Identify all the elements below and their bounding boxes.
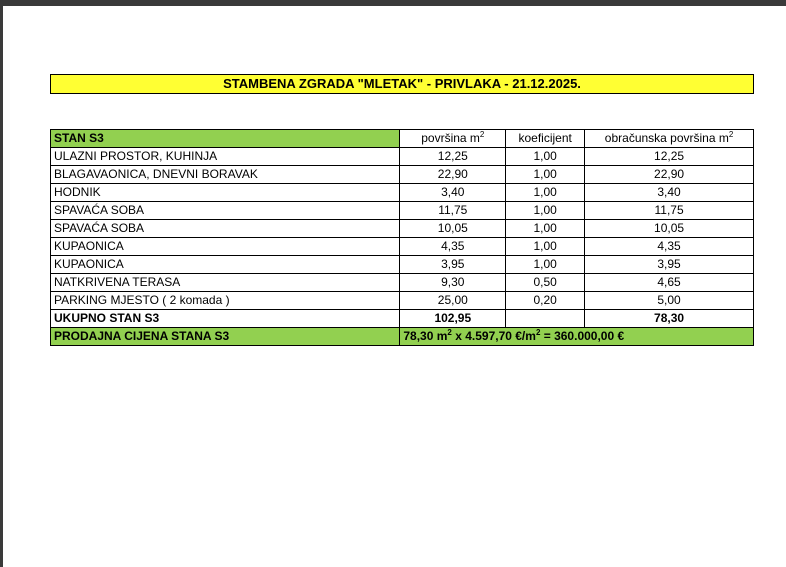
room-coefficient: 0,20 xyxy=(506,292,585,310)
room-coefficient: 1,00 xyxy=(506,148,585,166)
room-area: 3,95 xyxy=(400,256,506,274)
room-coefficient: 0,50 xyxy=(506,274,585,292)
room-coefficient: 1,00 xyxy=(506,166,585,184)
room-name: PARKING MJESTO ( 2 komada ) xyxy=(51,292,400,310)
price-row xyxy=(51,328,754,346)
room-calculated-area: 4,65 xyxy=(585,274,754,292)
room-area: 12,25 xyxy=(400,148,506,166)
total-calculated-area: 78,30 xyxy=(585,310,754,328)
room-name: NATKRIVENA TERASA xyxy=(51,274,400,292)
room-area: 4,35 xyxy=(400,238,506,256)
apartment-area-table xyxy=(50,129,754,346)
total-coefficient xyxy=(506,310,585,328)
room-coefficient: 1,00 xyxy=(506,238,585,256)
document-title: STAMBENA ZGRADA "MLETAK" - PRIVLAKA - 21.12.2025. xyxy=(50,74,754,94)
header-area: površina $m^2$ xyxy=(400,130,506,148)
header-calculated-area: obračunska površina $m^2$ xyxy=(585,130,754,148)
header-apartment-name: STAN S3 xyxy=(51,130,400,148)
room-name: HODNIK xyxy=(51,184,400,202)
room-name: BLAGAVAONICA, DNEVNI BORAVAK xyxy=(51,166,400,184)
room-coefficient: 1,00 xyxy=(506,220,585,238)
total-area: 102,95 xyxy=(400,310,506,328)
room-calculated-area: 10,05 xyxy=(585,220,754,238)
table-row xyxy=(51,184,754,202)
room-area: 9,30 xyxy=(400,274,506,292)
room-area: 10,05 xyxy=(400,220,506,238)
table-row xyxy=(51,256,754,274)
room-name: ULAZNI PROSTOR, KUHINJA xyxy=(51,148,400,166)
room-calculated-area: 4,35 xyxy=(585,238,754,256)
table-row xyxy=(51,166,754,184)
header-coefficient: koeficijent xyxy=(506,130,585,148)
table-row xyxy=(51,220,754,238)
room-area: 3,40 xyxy=(400,184,506,202)
price-formula: 78,30 $m^2$ x 4.597,70 $€/m^2 = 360.000,00$ € xyxy=(400,328,754,346)
room-calculated-area: 12,25 xyxy=(585,148,754,166)
total-row xyxy=(51,310,754,328)
room-calculated-area: 3,40 xyxy=(585,184,754,202)
room-name: KUPAONICA xyxy=(51,256,400,274)
room-area: 22,90 xyxy=(400,166,506,184)
room-area: 25,00 xyxy=(400,292,506,310)
table-row xyxy=(51,292,754,310)
table-row xyxy=(51,238,754,256)
room-calculated-area: 11,75 xyxy=(585,202,754,220)
room-name: SPAVAĆA SOBA xyxy=(51,220,400,238)
room-calculated-area: 22,90 xyxy=(585,166,754,184)
room-name: SPAVAĆA SOBA xyxy=(51,202,400,220)
table-row xyxy=(51,202,754,220)
table-row xyxy=(51,274,754,292)
price-label: PRODAJNA CIJENA STANA S3 xyxy=(51,328,400,346)
room-coefficient: 1,00 xyxy=(506,256,585,274)
room-calculated-area: 3,95 xyxy=(585,256,754,274)
room-name: KUPAONICA xyxy=(51,238,400,256)
table-row xyxy=(51,148,754,166)
table-header-row xyxy=(51,130,754,148)
room-calculated-area: 5,00 xyxy=(585,292,754,310)
room-coefficient: 1,00 xyxy=(506,202,585,220)
room-area: 11,75 xyxy=(400,202,506,220)
room-coefficient: 1,00 xyxy=(506,184,585,202)
document-page xyxy=(3,6,786,567)
total-label: UKUPNO STAN S3 xyxy=(51,310,400,328)
